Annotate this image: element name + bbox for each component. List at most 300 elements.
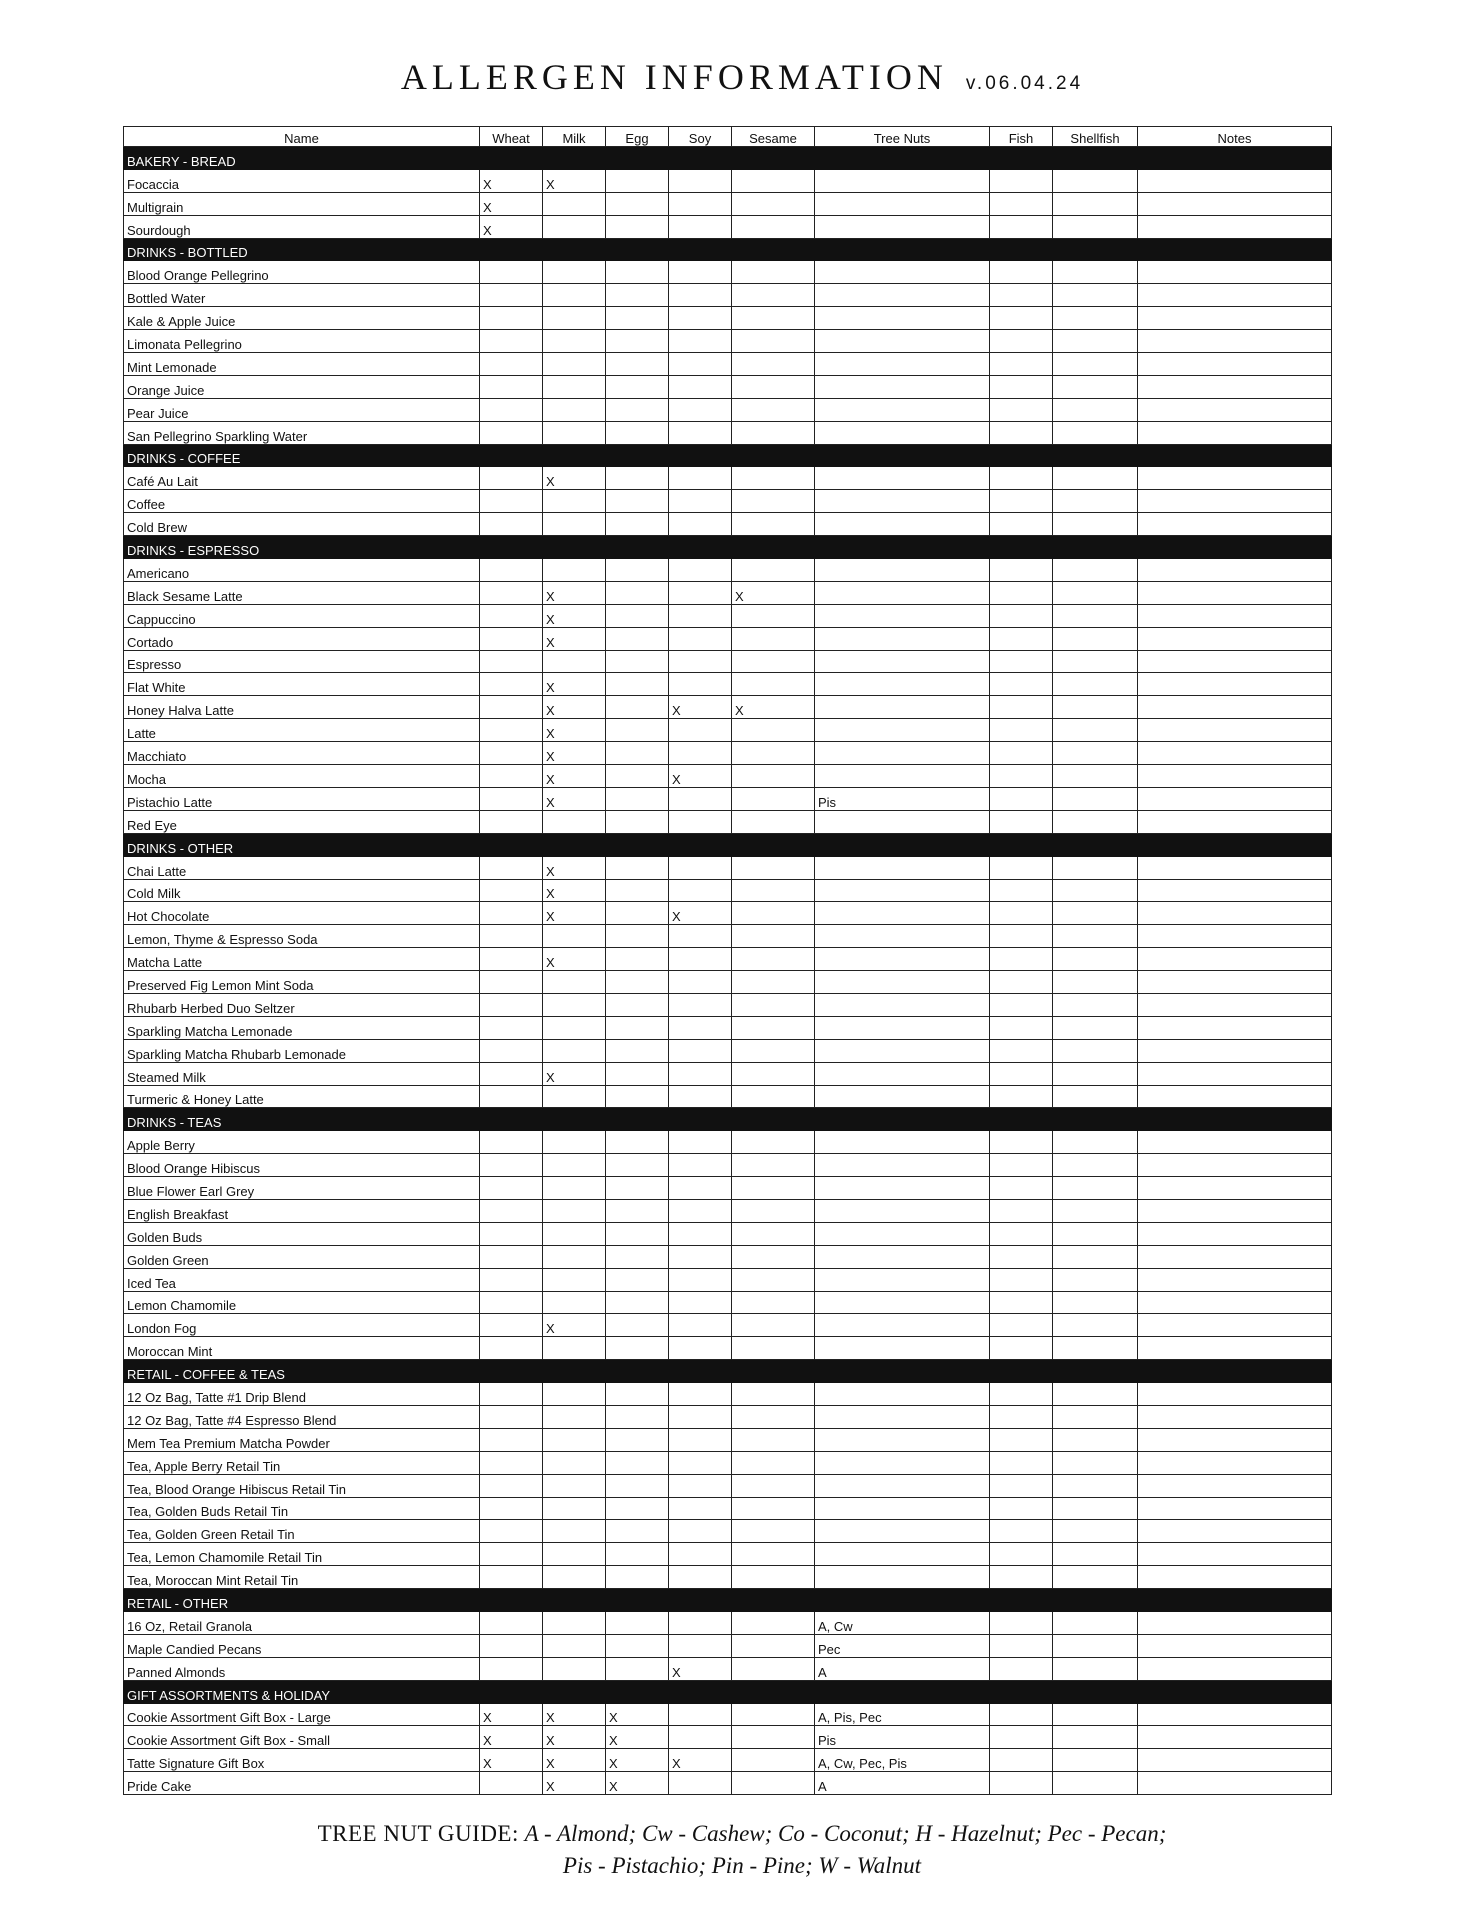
cell-fish	[990, 810, 1053, 833]
cell-milk	[543, 1222, 606, 1245]
cell-shellfish	[1053, 261, 1138, 284]
cell-shellfish	[1053, 1405, 1138, 1428]
cell-milk	[543, 1245, 606, 1268]
cell-sesame	[732, 1016, 815, 1039]
cell-sesame	[732, 353, 815, 376]
cell-milk	[543, 1566, 606, 1589]
cell-shellfish	[1053, 581, 1138, 604]
cell-fish	[990, 1222, 1053, 1245]
cell-soy	[669, 215, 732, 238]
cell-notes	[1138, 925, 1332, 948]
table-row	[124, 398, 1332, 421]
col-header-egg: Egg	[606, 127, 669, 147]
cell-wheat	[480, 902, 543, 925]
cell-name: Hot Chocolate	[124, 902, 480, 925]
cell-sesame	[732, 856, 815, 879]
cell-sesame	[732, 1428, 815, 1451]
cell-shellfish	[1053, 1314, 1138, 1337]
table-row	[124, 1337, 1332, 1360]
cell-tree-nuts	[815, 1566, 990, 1589]
cell-name: Tea, Apple Berry Retail Tin	[124, 1451, 480, 1474]
cell-fish	[990, 604, 1053, 627]
cell-notes	[1138, 330, 1332, 353]
cell-tree-nuts	[815, 1039, 990, 1062]
cell-wheat	[480, 1085, 543, 1108]
table-row	[124, 742, 1332, 765]
cell-sesame	[732, 398, 815, 421]
page-title	[0, 56, 1484, 98]
cell-fish	[990, 261, 1053, 284]
cell-name: Iced Tea	[124, 1268, 480, 1291]
cell-soy	[669, 330, 732, 353]
cell-tree-nuts	[815, 742, 990, 765]
cell-egg	[606, 1451, 669, 1474]
cell-notes	[1138, 971, 1332, 994]
cell-notes	[1138, 490, 1332, 513]
cell-shellfish	[1053, 1428, 1138, 1451]
cell-wheat	[480, 1497, 543, 1520]
cell-wheat	[480, 1337, 543, 1360]
cell-notes	[1138, 1703, 1332, 1726]
cell-shellfish	[1053, 1085, 1138, 1108]
cell-egg	[606, 1314, 669, 1337]
cell-tree-nuts: A, Cw, Pec, Pis	[815, 1749, 990, 1772]
cell-wheat	[480, 971, 543, 994]
cell-tree-nuts	[815, 421, 990, 444]
table-row	[124, 1543, 1332, 1566]
cell-egg	[606, 1337, 669, 1360]
cell-soy	[669, 1520, 732, 1543]
cell-wheat	[480, 1062, 543, 1085]
cell-shellfish	[1053, 1749, 1138, 1772]
cell-tree-nuts	[815, 1405, 990, 1428]
cell-milk	[543, 1543, 606, 1566]
cell-milk	[543, 1520, 606, 1543]
cell-sesame	[732, 1199, 815, 1222]
cell-soy	[669, 1177, 732, 1200]
cell-soy	[669, 1634, 732, 1657]
cell-shellfish	[1053, 467, 1138, 490]
cell-egg	[606, 696, 669, 719]
table-row	[124, 1383, 1332, 1406]
cell-soy	[669, 856, 732, 879]
cell-fish	[990, 1291, 1053, 1314]
cell-shellfish	[1053, 1612, 1138, 1635]
cell-shellfish	[1053, 353, 1138, 376]
cell-sesame	[732, 169, 815, 192]
section-header-row	[124, 1360, 1332, 1383]
cell-soy	[669, 559, 732, 582]
cell-notes	[1138, 787, 1332, 810]
cell-soy	[669, 1085, 732, 1108]
table-row	[124, 1405, 1332, 1428]
cell-notes	[1138, 696, 1332, 719]
cell-shellfish	[1053, 169, 1138, 192]
cell-soy	[669, 1612, 732, 1635]
cell-wheat	[480, 1154, 543, 1177]
cell-notes	[1138, 1657, 1332, 1680]
cell-wheat	[480, 1016, 543, 1039]
cell-fish	[990, 1383, 1053, 1406]
cell-shellfish	[1053, 627, 1138, 650]
col-header-shellfish: Shellfish	[1053, 127, 1138, 147]
cell-sesame	[732, 421, 815, 444]
cell-fish	[990, 1749, 1053, 1772]
cell-shellfish	[1053, 604, 1138, 627]
cell-notes	[1138, 765, 1332, 788]
cell-milk: X	[543, 765, 606, 788]
section-header-row	[124, 833, 1332, 856]
table-row	[124, 902, 1332, 925]
section-header-row	[124, 536, 1332, 559]
cell-egg	[606, 1497, 669, 1520]
section-title: DRINKS - OTHER	[124, 833, 1332, 856]
cell-wheat	[480, 1428, 543, 1451]
cell-fish	[990, 1543, 1053, 1566]
cell-notes	[1138, 307, 1332, 330]
cell-milk: X	[543, 1749, 606, 1772]
cell-milk	[543, 398, 606, 421]
cell-shellfish	[1053, 765, 1138, 788]
cell-tree-nuts	[815, 971, 990, 994]
table-row	[124, 1474, 1332, 1497]
section-title: DRINKS - BOTTLED	[124, 238, 1332, 261]
cell-sesame	[732, 307, 815, 330]
cell-egg	[606, 467, 669, 490]
table-row	[124, 1428, 1332, 1451]
cell-soy	[669, 627, 732, 650]
cell-egg	[606, 673, 669, 696]
table-row	[124, 1085, 1332, 1108]
cell-sesame	[732, 513, 815, 536]
cell-soy	[669, 925, 732, 948]
cell-egg	[606, 719, 669, 742]
cell-fish	[990, 1520, 1053, 1543]
cell-egg	[606, 787, 669, 810]
table-row	[124, 1566, 1332, 1589]
cell-wheat	[480, 993, 543, 1016]
cell-tree-nuts	[815, 1383, 990, 1406]
cell-tree-nuts	[815, 169, 990, 192]
cell-notes	[1138, 1451, 1332, 1474]
cell-sesame	[732, 604, 815, 627]
cell-shellfish	[1053, 993, 1138, 1016]
table-row	[124, 261, 1332, 284]
cell-notes	[1138, 810, 1332, 833]
table-row	[124, 627, 1332, 650]
cell-soy	[669, 1726, 732, 1749]
cell-tree-nuts	[815, 879, 990, 902]
cell-soy	[669, 375, 732, 398]
cell-soy	[669, 1497, 732, 1520]
cell-egg	[606, 1566, 669, 1589]
cell-milk: X	[543, 902, 606, 925]
cell-egg: X	[606, 1772, 669, 1795]
cell-shellfish	[1053, 1474, 1138, 1497]
cell-milk	[543, 215, 606, 238]
cell-soy	[669, 1245, 732, 1268]
table-row	[124, 215, 1332, 238]
cell-tree-nuts	[815, 398, 990, 421]
cell-tree-nuts	[815, 650, 990, 673]
cell-tree-nuts: Pec	[815, 1634, 990, 1657]
col-header-name: Name	[124, 127, 480, 147]
cell-egg: X	[606, 1726, 669, 1749]
section-title: RETAIL - OTHER	[124, 1589, 1332, 1612]
cell-sesame	[732, 330, 815, 353]
cell-milk	[543, 1451, 606, 1474]
cell-fish	[990, 1703, 1053, 1726]
cell-fish	[990, 1314, 1053, 1337]
cell-name: Honey Halva Latte	[124, 696, 480, 719]
cell-egg	[606, 1085, 669, 1108]
cell-name: Golden Buds	[124, 1222, 480, 1245]
cell-fish	[990, 925, 1053, 948]
cell-sesame	[732, 284, 815, 307]
cell-name: Black Sesame Latte	[124, 581, 480, 604]
cell-notes	[1138, 261, 1332, 284]
cell-fish	[990, 421, 1053, 444]
cell-notes	[1138, 1749, 1332, 1772]
cell-wheat	[480, 330, 543, 353]
cell-name: Pistachio Latte	[124, 787, 480, 810]
table-row	[124, 1749, 1332, 1772]
cell-milk	[543, 1016, 606, 1039]
cell-notes	[1138, 1039, 1332, 1062]
cell-shellfish	[1053, 330, 1138, 353]
cell-tree-nuts	[815, 1131, 990, 1154]
cell-fish	[990, 330, 1053, 353]
table-row	[124, 604, 1332, 627]
cell-fish	[990, 1657, 1053, 1680]
cell-fish	[990, 787, 1053, 810]
cell-egg	[606, 169, 669, 192]
cell-wheat	[480, 810, 543, 833]
cell-sesame	[732, 1245, 815, 1268]
cell-soy	[669, 261, 732, 284]
cell-sesame: X	[732, 696, 815, 719]
cell-sesame	[732, 1291, 815, 1314]
cell-fish	[990, 948, 1053, 971]
cell-soy	[669, 1543, 732, 1566]
col-header-wheat: Wheat	[480, 127, 543, 147]
table-row	[124, 1703, 1332, 1726]
table-row	[124, 1497, 1332, 1520]
cell-sesame	[732, 948, 815, 971]
cell-wheat	[480, 1657, 543, 1680]
cell-milk	[543, 1268, 606, 1291]
cell-notes	[1138, 742, 1332, 765]
cell-fish	[990, 879, 1053, 902]
cell-sesame	[732, 1154, 815, 1177]
table-row	[124, 856, 1332, 879]
cell-soy	[669, 1428, 732, 1451]
cell-notes	[1138, 604, 1332, 627]
col-header-milk: Milk	[543, 127, 606, 147]
cell-egg	[606, 581, 669, 604]
cell-milk: X	[543, 581, 606, 604]
cell-shellfish	[1053, 490, 1138, 513]
cell-shellfish	[1053, 902, 1138, 925]
cell-milk: X	[543, 604, 606, 627]
cell-tree-nuts: Pis	[815, 787, 990, 810]
cell-sesame	[732, 1337, 815, 1360]
cell-fish	[990, 1405, 1053, 1428]
cell-sesame	[732, 879, 815, 902]
guide-lead: TREE NUT GUIDE:	[317, 1821, 519, 1846]
cell-wheat	[480, 1543, 543, 1566]
cell-soy	[669, 490, 732, 513]
cell-tree-nuts	[815, 513, 990, 536]
cell-wheat	[480, 1222, 543, 1245]
cell-soy	[669, 1314, 732, 1337]
cell-soy	[669, 1222, 732, 1245]
cell-wheat	[480, 1612, 543, 1635]
cell-fish	[990, 1154, 1053, 1177]
cell-wheat	[480, 1131, 543, 1154]
cell-shellfish	[1053, 742, 1138, 765]
cell-egg	[606, 627, 669, 650]
cell-sesame	[732, 1451, 815, 1474]
cell-name: Mocha	[124, 765, 480, 788]
cell-tree-nuts	[815, 993, 990, 1016]
cell-sesame	[732, 1085, 815, 1108]
cell-sesame: X	[732, 581, 815, 604]
cell-wheat	[480, 513, 543, 536]
cell-sesame	[732, 810, 815, 833]
table-row	[124, 925, 1332, 948]
cell-name: Sourdough	[124, 215, 480, 238]
cell-wheat	[480, 650, 543, 673]
cell-tree-nuts: Pis	[815, 1726, 990, 1749]
cell-shellfish	[1053, 284, 1138, 307]
cell-tree-nuts	[815, 467, 990, 490]
cell-wheat	[480, 307, 543, 330]
cell-shellfish	[1053, 215, 1138, 238]
cell-notes	[1138, 1474, 1332, 1497]
section-header-row	[124, 1589, 1332, 1612]
cell-wheat	[480, 1199, 543, 1222]
cell-shellfish	[1053, 1291, 1138, 1314]
cell-soy	[669, 1268, 732, 1291]
cell-notes	[1138, 375, 1332, 398]
cell-egg	[606, 421, 669, 444]
cell-egg	[606, 513, 669, 536]
cell-notes	[1138, 1291, 1332, 1314]
col-header-sesame: Sesame	[732, 127, 815, 147]
cell-notes	[1138, 1268, 1332, 1291]
cell-notes	[1138, 856, 1332, 879]
cell-tree-nuts	[815, 375, 990, 398]
cell-soy	[669, 1039, 732, 1062]
table-row	[124, 581, 1332, 604]
cell-soy	[669, 719, 732, 742]
cell-tree-nuts	[815, 559, 990, 582]
cell-sesame	[732, 925, 815, 948]
cell-milk	[543, 1131, 606, 1154]
cell-egg	[606, 650, 669, 673]
cell-milk	[543, 559, 606, 582]
cell-egg	[606, 810, 669, 833]
cell-milk	[543, 1085, 606, 1108]
col-header-fish: Fish	[990, 127, 1053, 147]
cell-soy	[669, 353, 732, 376]
cell-notes	[1138, 353, 1332, 376]
cell-wheat	[480, 1634, 543, 1657]
table-row	[124, 1131, 1332, 1154]
table-row	[124, 490, 1332, 513]
cell-tree-nuts	[815, 1177, 990, 1200]
cell-sesame	[732, 673, 815, 696]
cell-fish	[990, 169, 1053, 192]
cell-milk: X	[543, 627, 606, 650]
cell-fish	[990, 627, 1053, 650]
cell-milk: X	[543, 742, 606, 765]
cell-fish	[990, 1474, 1053, 1497]
cell-sesame	[732, 1222, 815, 1245]
cell-name: Café Au Lait	[124, 467, 480, 490]
cell-milk	[543, 375, 606, 398]
table-row	[124, 1016, 1332, 1039]
cell-sesame	[732, 490, 815, 513]
cell-milk: X	[543, 948, 606, 971]
cell-soy	[669, 1772, 732, 1795]
cell-milk	[543, 1474, 606, 1497]
cell-sesame	[732, 1634, 815, 1657]
cell-soy: X	[669, 1657, 732, 1680]
cell-shellfish	[1053, 1383, 1138, 1406]
cell-name: Tea, Lemon Chamomile Retail Tin	[124, 1543, 480, 1566]
cell-soy	[669, 948, 732, 971]
cell-shellfish	[1053, 1268, 1138, 1291]
cell-fish	[990, 1039, 1053, 1062]
cell-name: Chai Latte	[124, 856, 480, 879]
table-row	[124, 1039, 1332, 1062]
cell-sesame	[732, 650, 815, 673]
cell-fish	[990, 307, 1053, 330]
cell-milk	[543, 261, 606, 284]
cell-shellfish	[1053, 1657, 1138, 1680]
cell-name: Golden Green	[124, 1245, 480, 1268]
cell-sesame	[732, 1177, 815, 1200]
cell-wheat	[480, 787, 543, 810]
cell-shellfish	[1053, 398, 1138, 421]
cell-notes	[1138, 1154, 1332, 1177]
cell-egg	[606, 192, 669, 215]
guide-text-2: Pis - Pistachio; Pin - Pine; W - Walnut	[562, 1853, 922, 1878]
cell-milk: X	[543, 1314, 606, 1337]
cell-fish	[990, 215, 1053, 238]
table-row	[124, 696, 1332, 719]
cell-milk: X	[543, 696, 606, 719]
table-row	[124, 1657, 1332, 1680]
section-header-row	[124, 147, 1332, 170]
cell-soy	[669, 1337, 732, 1360]
cell-tree-nuts	[815, 192, 990, 215]
cell-tree-nuts	[815, 1428, 990, 1451]
cell-sesame	[732, 1405, 815, 1428]
cell-egg	[606, 1131, 669, 1154]
cell-name: English Breakfast	[124, 1199, 480, 1222]
cell-wheat	[480, 879, 543, 902]
cell-wheat	[480, 467, 543, 490]
cell-milk	[543, 1497, 606, 1520]
cell-sesame	[732, 1726, 815, 1749]
cell-milk: X	[543, 787, 606, 810]
cell-sesame	[732, 993, 815, 1016]
cell-milk	[543, 1039, 606, 1062]
cell-name: Tea, Moroccan Mint Retail Tin	[124, 1566, 480, 1589]
